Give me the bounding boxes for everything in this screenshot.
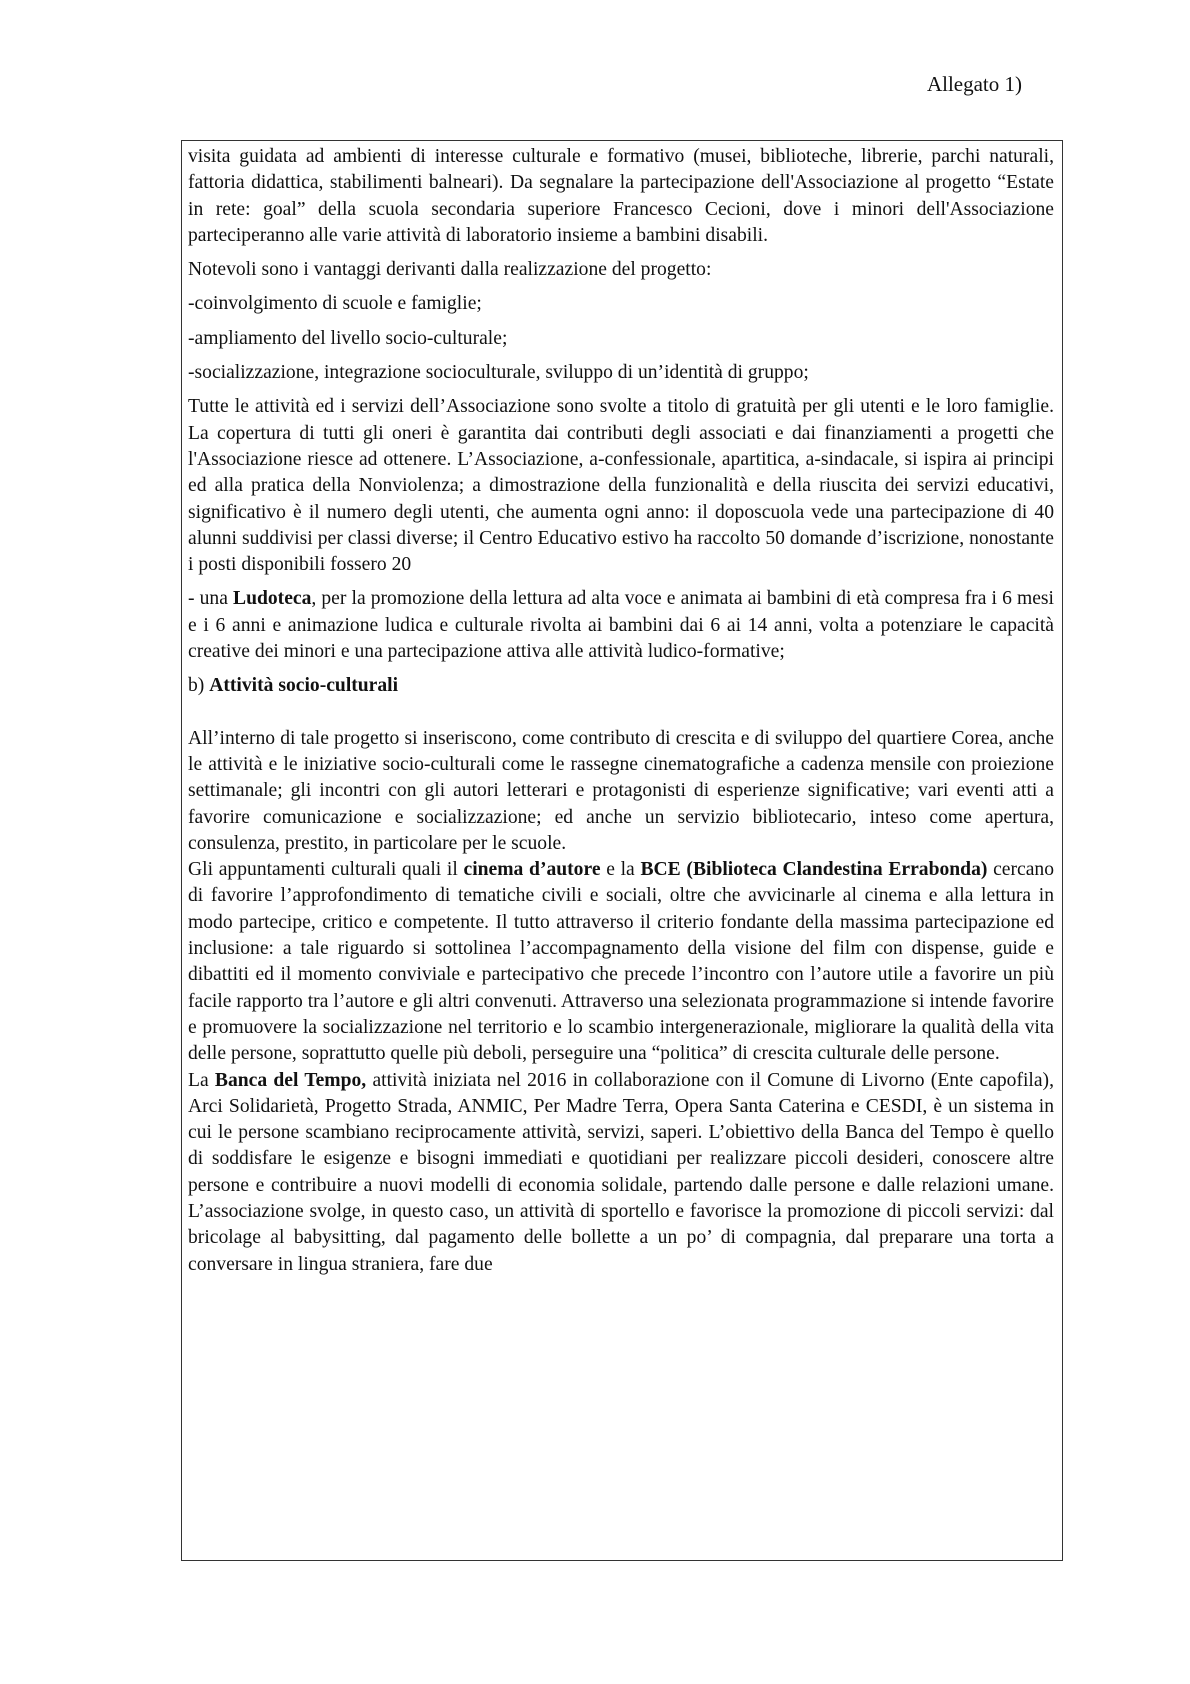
cultural-text-c: cercano di favorire l’approfondimento di tematiche civili e sociali, oltre che avvicinarle al cinema e alla lettura in modo partecipe, critico e competente. Il tutto attraverso il criterio fondante della massima partecipazione ed inclusione: a tale riguardo si sottolinea l’accompagnamento della visione del film con dispense, guide e dibattiti ed il momento conviviale e partecipativo che precede l’incontro con l’autore utile a favorire un più facile rapporto tra l’autore e gli altri convenuti. Attraverso una selezionata programmazione si intende favorire e promuovere la socializzazione nel territorio e lo scambio intergenerazionale, migliorare la qualità della vita delle persone, soprattutto quelle più deboli, perseguire una “politica” di crescita culturale delle persone.	[188, 859, 1054, 1065]
time-bank-text-b: attività iniziata nel 2016 in collaborazione con il Comune di Livorno (Ente capofila), Arci Solidarietà, Progetto Strada, ANMIC, Per Madre Terra, Opera Santa Caterina e CESDI, è un sistema in cui le persone scambiano reciprocamente attività, servizi, saperi. L’obiettivo della Banca del Tempo è quello di soddisfare le esigenze e bisogni immediati e quotidiani per realizzare piccoli desideri, conoscere altre persone e contribuire a nuovi modelli di economia solidale, partendo dalle persone e dalle relazioni umane. L’associazione svolge, in questo caso, un attività di sportello e favorisce la promozione di piccoli servizi: dal bricolage al babysitting, dal pagamento delle bollette a un po’ di compagnia, dal preparare una torta a conversare in lingua straniera, fare due	[188, 1069, 1054, 1275]
section-b-heading	[188, 673, 1054, 699]
paragraph-advantages-intro: Notevoli sono i vantaggi derivanti dalla realizzazione del progetto:	[188, 259, 712, 281]
paragraph-time-bank	[188, 1068, 1054, 1278]
text-box-content	[182, 141, 1062, 1278]
cinema-autore-title: cinema d’autore	[463, 859, 601, 881]
bce-title: BCE (Biblioteca Clandestina Errabonda)	[640, 859, 988, 881]
paragraph-visits: visita guidata ad ambienti di interesse culturale e formativo (musei, biblioteche, librerie, parchi naturali, fattoria didattica, stabilimenti balneari). Da segnalare la partecipazione dell'Associazione al progetto “Estate in rete: goal” della scuola secondaria superiore Francesco Cecioni, dove i minori dell'Associazione parteciperanno alle varie attività di laboratorio insieme a bambini disabili.	[188, 146, 1054, 246]
ludoteca-title: Ludoteca	[233, 588, 312, 610]
cultural-text-b: e la	[600, 859, 641, 881]
list-item-socialization: -socializzazione, integrazione socioculturale, sviluppo di un’identità di gruppo;	[188, 362, 809, 384]
ludoteca-prefix: - una	[188, 588, 234, 610]
time-bank-title: Banca del Tempo,	[214, 1069, 367, 1091]
section-b-title: Attività socio-culturali	[209, 675, 399, 697]
list-item-sociocultural-level: -ampliamento del livello socio-culturale;	[188, 327, 508, 349]
paragraph-ludoteca	[188, 586, 1054, 665]
paragraph-cultural-appointments	[188, 857, 1054, 1067]
list-item-schools-families: -coinvolgimento di scuole e famiglie;	[188, 293, 482, 315]
paragraph-free-services: Tutte le attività ed i servizi dell’Associazione sono svolte a titolo di gratuità per gli utenti e le loro famiglie. La copertura di tutti gli oneri è garantita dai contributi degli associati e dai finanziamenti a progetti che l'Associazione riesce ad ottenere. L’Associazione, a-confessionale, apartitica, a-sindacale, si ispira ai principi ed alla pratica della Nonviolenza; a dimostrazione della funzionalità e della riuscita dei servizi educativi, significativo è il numero degli utenti, che aumenta ogni anno: il doposcuola vede una partecipazione di 40 alunni suddivisi per classi diverse; il Centro Educativo estivo ha raccolto 50 domande d’iscrizione, nonostante i posti disponibili fossero 20	[188, 396, 1054, 576]
section-b-prefix: b)	[188, 675, 210, 697]
text-box	[181, 140, 1063, 1561]
attachment-label: Allegato 1)	[926, 72, 1022, 96]
time-bank-text-a: La	[188, 1069, 215, 1091]
paragraph-sociocultural-initiatives: All’interno di tale progetto si inseriscono, come contributo di crescita e di sviluppo del quartiere Corea, anche le attività e le iniziative socio-culturali come le rassegne cinematografiche a cadenza mensile con proiezione settimanale; gli incontri con gli autori letterari e protagonisti di esperienze significative; vari eventi atti a favorire comunicazione e socializzazione; ed anche un servizio bibliotecario, inteso come apertura, consulenza, prestito, in particolare per le scuole.	[188, 727, 1054, 854]
ludoteca-text: , per la promozione della lettura ad alta voce e animata ai bambini di età compresa fra i 6 mesi e i 6 anni e animazione ludica e culturale rivolta ai bambini dai 6 ai 14 anni, volta a potenziare le capacità creative dei minori e una partecipazione attiva alle attività ludico-formative;	[188, 588, 1054, 663]
cultural-text-a: Gli appuntamenti culturali quali il	[188, 859, 464, 881]
